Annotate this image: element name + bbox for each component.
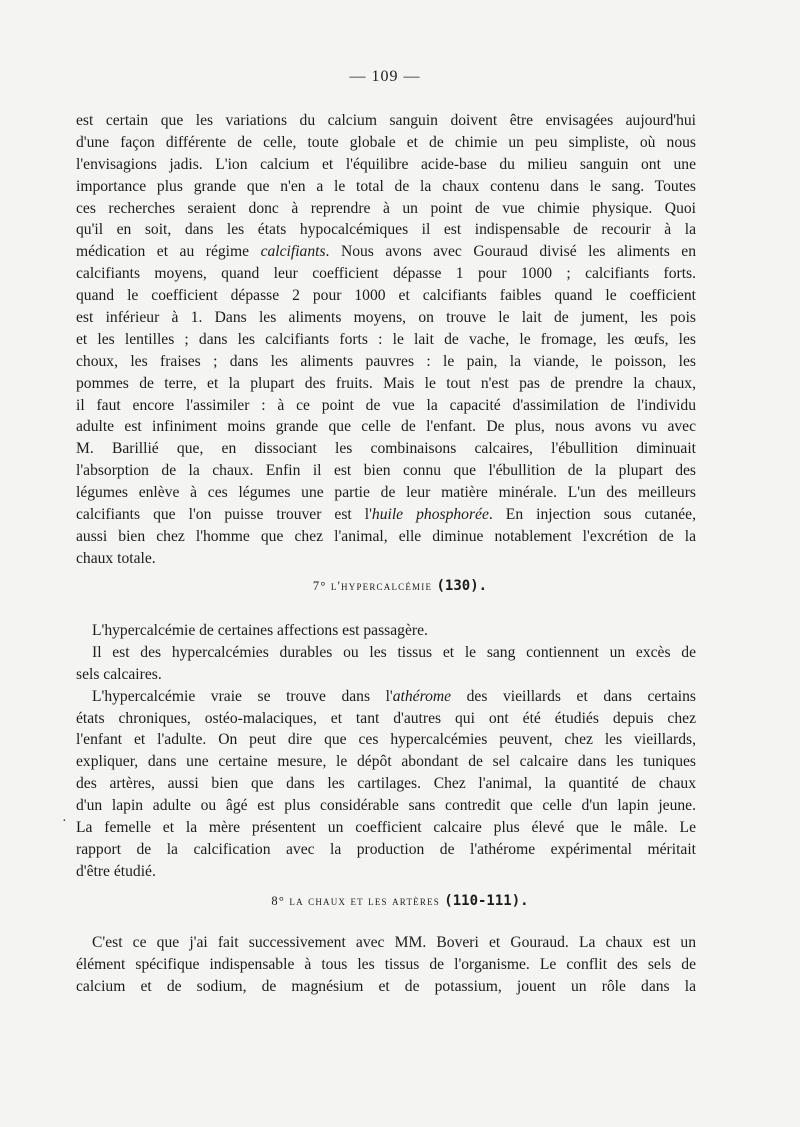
text-segment: L'hypercalcémie vraie se trouve dans l' [92,687,393,705]
text-line: l'enfant et l'adulte. On peut dire que ces hypercalcémies peuvent, chez les vieillards, [76,731,696,749]
text-line: il faut encore l'assimiler : à ce point de vue la capacité d'assimilation de l'individu [76,396,696,414]
text-line: d'un lapin adulte ou âgé est plus considérable sans contredit que celle d'un lapin jeune. [76,797,696,815]
text-line [76,686,696,708]
section-reference: (110-111). [444,893,529,909]
text-line: aussi bien chez l'homme que chez l'animal, elle diminue notablement l'excrétion de la [76,527,696,545]
section-title: l'hypercalcémie [330,579,433,593]
text-line: et les lentilles ; dans les calcifiants forts : le lait de vache, le fromage, les œufs, les [76,330,696,348]
text-line: calcifiants moyens, quand leur coefficient dépasse 1 pour 1000 ; calcifiants forts. [76,265,696,283]
text-line: d'être étudié. [76,862,156,880]
text-line [76,241,696,263]
section-reference: (130). [436,578,488,594]
text-line: qu'il en soit, dans les états hypocalcémiques il est indispensable de recourir à la [76,221,696,239]
text-line: élément spécifique indispensable à tous les tissus de l'organisme. Le conflit des sels de [76,955,696,973]
text-line: est certain que les variations du calcium sanguin doivent être envisagées aujourd'hui [76,112,696,129]
text-line: légumes enlève à ces légumes une partie de leur matière minérale. L'un des meilleurs [76,484,696,502]
text-segment: calcifiants que l'on puisse trouver est l' [76,506,372,524]
text-line [76,504,696,526]
text-line: est inférieur à 1. Dans les aliments moyens, on trouve le lait de jument, les pois [76,309,696,327]
text-line: quand le coefficient dépasse 2 pour 1000 et calcifiants faibles quand le coefficient [76,287,696,305]
italic-term-huile-phosphoree: huile phosphorée [371,506,489,524]
paragraph-calcium-blood [76,110,696,570]
text-line: adulte est infiniment moins grande que celle de l'enfant. De plus, nous avons vu avec [76,418,696,436]
text-line: sels calcaires. [76,665,162,683]
section-title: la chaux et les artères [289,894,440,908]
margin-mark: · [62,814,67,829]
text-line: C'est ce que j'ai fait successivement avec MM. Boveri et Gouraud. La chaux est un [92,934,696,951]
text-segment: des vieillards et dans certains [451,687,696,705]
text-line: M. Barillié que, en dissociant les combinaisons calcaires, l'ébullition diminuait [76,440,696,458]
paragraph-hypercalcemie [76,620,696,883]
text-line: l'absorption de la chaux. Enfin il est bien connu que l'ébullition de la plupart des [76,462,696,480]
text-line: l'envisagions jadis. L'ion calcium et l'équilibre acide-base du milieu sanguin ont une [76,155,696,173]
text-line: L'hypercalcémie de certaines affections est passagère. [92,622,428,639]
text-segment: . Nous avons avec Gouraud divisé les aliments en [325,243,697,261]
text-line: calcium et de sodium, de magnésium et de potassium, jouent un rôle dans la [76,977,696,995]
section-heading-chaux-arteres [0,893,800,909]
text-line: choux, les fraises ; dans les aliments pauvres : le pain, la viande, le poisson, les [76,352,696,370]
italic-term-calcifiants: calcifiants [260,243,326,261]
text-line: pommes de terre, et la plupart des fruits. Mais le tout n'est pas de prendre la chaux, [76,374,696,392]
text-segment: médication et au régime [76,243,250,261]
section-number: 8° [271,894,286,908]
text-line: d'une façon différente de celle, toute globale et de chimie un peu simpliste, où nous [76,133,696,151]
page-number: — 109 — [349,68,421,85]
text-line: La femelle et la mère présentent un coefficient calcaire plus élevé que le mâle. Le [76,819,696,837]
section-heading-hypercalcemie [0,578,800,594]
paragraph-chaux-arteres [76,932,696,998]
text-line: Il est des hypercalcémies durables ou les tissus et le sang contiennent un excès de [92,643,696,661]
text-line: états chroniques, ostéo-malaciques, et tant d'autres qui ont été étudiés depuis chez [76,709,696,727]
section-number: 7° [312,579,327,593]
text-line: chaux totale. [76,549,156,567]
italic-term-atherome: athérome [392,687,452,705]
text-line: expliquer, dans une certaine mesure, le dépôt abondant de sel calcaire dans les tuniques [76,753,696,771]
text-line: ces recherches seraient donc à reprendre à un point de vue chimie physique. Quoi [76,199,696,217]
text-line: des artères, aussi bien que dans les cartilages. Chez l'animal, la quantité de chaux [76,775,696,793]
text-line: rapport de la calcification avec la production de l'athérome expérimental méritait [76,840,696,858]
text-line: importance plus grande que n'en a le total de la chaux contenu dans le sang. Toutes [76,177,696,195]
text-segment: . En injection sous cutanée, [488,506,696,524]
